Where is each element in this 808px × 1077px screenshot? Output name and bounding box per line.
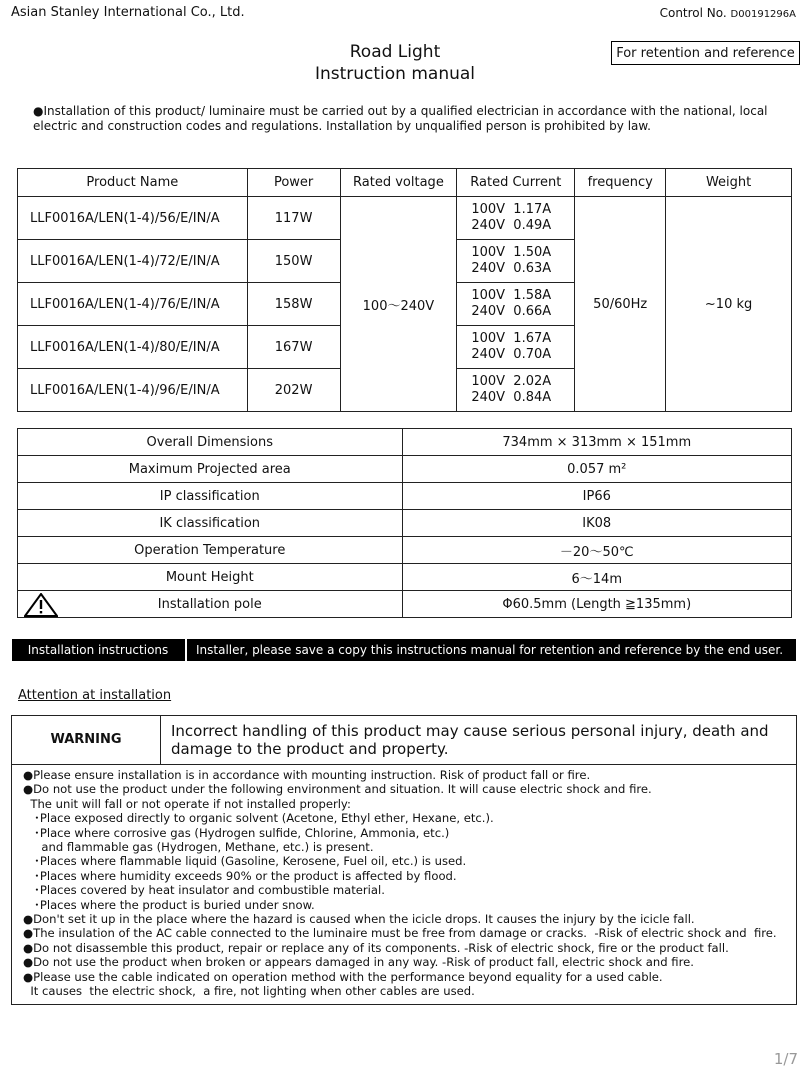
- product-name: LLF0016A/LEN(1-4)/76/E/IN/A: [18, 283, 248, 326]
- title-line-2: Instruction manual: [314, 64, 476, 84]
- current-240v: 240V 0.66A: [471, 304, 552, 319]
- instructions-bar-title: Installation instructions: [27, 643, 169, 657]
- header-rated-voltage: Rated voltage: [340, 169, 457, 197]
- header-frequency: frequency: [575, 169, 666, 197]
- property-label: Overall Dimensions: [18, 429, 403, 456]
- rated-current: [457, 326, 575, 369]
- page-number: 1/7: [773, 1050, 798, 1068]
- title-line-1: Road Light: [349, 42, 441, 62]
- property-label: Maximum Projected area: [18, 456, 403, 483]
- list-item: ･Places where humidity exceeds 90% or the product is affected by flood.: [23, 868, 457, 883]
- intro-notice: ●Installation of this product/ luminaire must be carried out by a qualified electrician in accordance with the national, local electric and construction codes and regulations. Installation by unqualified person is prohibited by law.: [33, 104, 768, 133]
- rated-voltage: 100～240V: [340, 197, 457, 412]
- company-name: Asian Stanley International Co., Ltd.: [11, 5, 245, 20]
- rated-current: [457, 283, 575, 326]
- product-name: LLF0016A/LEN(1-4)/80/E/IN/A: [18, 326, 248, 369]
- property-value: 734mm × 313mm × 151mm: [402, 429, 791, 456]
- property-value: IK08: [402, 510, 791, 537]
- property-value: 6～14m: [402, 564, 791, 591]
- current-240v: 240V 0.84A: [471, 390, 552, 405]
- rated-current: [457, 240, 575, 283]
- header-product-name: Product Name: [18, 169, 248, 197]
- table-row: [18, 564, 792, 591]
- property-label: IK classification: [18, 510, 403, 537]
- table-row: [18, 591, 792, 618]
- list-item: ･Places covered by heat insulator and combustible material.: [23, 883, 385, 898]
- list-item: It causes the electric shock, a fire, not lighting when other cables are used.: [23, 984, 475, 999]
- rated-current: [457, 369, 575, 412]
- product-name: LLF0016A/LEN(1-4)/96/E/IN/A: [18, 369, 248, 412]
- list-item: ●Please use the cable indicated on operation method with the performance beyond equality for a used cable.: [23, 969, 663, 984]
- list-item: ･Places where flammable liquid (Gasoline, Kerosene, Fuel oil, etc.) is used.: [23, 854, 467, 869]
- current-100v: 100V 2.02A: [471, 374, 552, 389]
- divider: [185, 639, 187, 661]
- installation-pole-label: Installation pole: [157, 596, 262, 612]
- power: 158W: [247, 283, 340, 326]
- warning-box: [11, 715, 797, 1005]
- power: 150W: [247, 240, 340, 283]
- property-label: [18, 591, 403, 618]
- power: 117W: [247, 197, 340, 240]
- current-100v: 100V 1.17A: [471, 202, 552, 217]
- control-number: [660, 6, 796, 20]
- instructions-bar: [12, 639, 796, 661]
- table-row: [18, 483, 792, 510]
- list-item: ●Do not use the product under the following environment and situation. It will cause electric shock and fire.: [23, 782, 652, 797]
- header-rated-current: Rated Current: [457, 169, 575, 197]
- product-name: LLF0016A/LEN(1-4)/72/E/IN/A: [18, 240, 248, 283]
- list-item: ･Place exposed directly to organic solvent (Acetone, Ethyl ether, Hexane, etc.).: [23, 811, 494, 826]
- list-item: ･Place where corrosive gas (Hydrogen sulfide, Chlorine, Ammonia, etc.): [23, 825, 450, 840]
- property-label: Mount Height: [18, 564, 403, 591]
- warning-label: WARNING: [12, 716, 161, 764]
- rated-current: [457, 197, 575, 240]
- control-number-value: D00191296A: [730, 9, 796, 20]
- list-item: The unit will fall or not operate if not installed properly:: [23, 796, 351, 811]
- property-label: IP classification: [18, 483, 403, 510]
- table-row: [18, 456, 792, 483]
- current-100v: 100V 1.58A: [471, 288, 552, 303]
- warning-text: Incorrect handling of this product may cause serious personal injury, death and damage to the product and property.: [171, 722, 769, 758]
- power: 167W: [247, 326, 340, 369]
- header-weight: Weight: [666, 169, 792, 197]
- current-100v: 100V 1.67A: [471, 331, 552, 346]
- list-item: ●Don't set it up in the place where the hazard is caused when the icicle drops. It causes the injury by the icicle fall.: [23, 912, 695, 927]
- spec-table: [17, 168, 792, 412]
- property-value: 0.057 m²: [402, 456, 791, 483]
- table-row: [18, 537, 792, 564]
- property-value: Φ60.5mm (Length ≧135mm): [402, 591, 791, 618]
- property-value: －20～50℃: [402, 537, 791, 564]
- product-name: LLF0016A/LEN(1-4)/56/E/IN/A: [18, 197, 248, 240]
- spec-header-row: [18, 169, 792, 197]
- instructions-bar-text: Installer, please save a copy this instructions manual for retention and reference by the end user.: [196, 643, 784, 657]
- table-row: [18, 429, 792, 456]
- list-item: ●Do not use the product when broken or appears damaged in any way. -Risk of product fall, electric shock and fire.: [23, 955, 694, 970]
- property-value: IP66: [402, 483, 791, 510]
- list-item: and flammable gas (Hydrogen, Methane, etc.) is present.: [23, 840, 374, 855]
- table-row: [18, 197, 792, 240]
- weight: ~10 kg: [666, 197, 792, 412]
- list-item: ●Please ensure installation is in accordance with mounting instruction. Risk of product fall or fire.: [23, 768, 591, 782]
- retention-box: For retention and reference: [611, 41, 800, 65]
- list-item: ●Do not disassemble this product, repair or replace any of its components. -Risk of electric shock, fire or the product fall.: [23, 940, 729, 955]
- header-power: Power: [247, 169, 340, 197]
- power: 202W: [247, 369, 340, 412]
- frequency: 50/60Hz: [575, 197, 666, 412]
- current-240v: 240V 0.63A: [471, 261, 552, 276]
- table-row: [18, 510, 792, 537]
- current-240v: 240V 0.70A: [471, 347, 552, 362]
- properties-table: [17, 428, 792, 618]
- current-240v: 240V 0.49A: [471, 218, 552, 233]
- property-label: Operation Temperature: [18, 537, 403, 564]
- control-label: Control No.: [659, 6, 727, 20]
- divider: [12, 764, 796, 765]
- warning-triangle-icon: [24, 593, 58, 621]
- current-100v: 100V 1.50A: [471, 245, 552, 260]
- attention-heading: Attention at installation: [18, 688, 172, 703]
- warning-list: [23, 768, 793, 999]
- list-item: ●The insulation of the AC cable connected to the luminaire must be free from damage or cracks. -Risk of electric shock and fire.: [23, 926, 777, 941]
- list-item: ･Places where the product is buried under snow.: [23, 897, 315, 912]
